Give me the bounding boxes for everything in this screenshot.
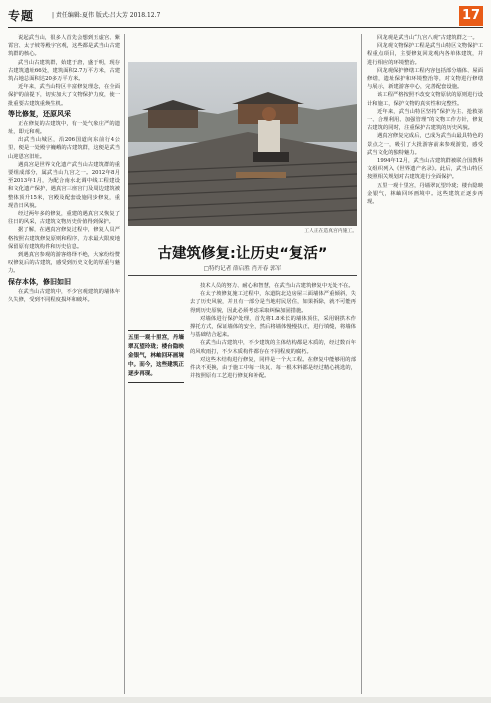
photo-caption: 工人正在造真宫内施工。 — [304, 229, 357, 234]
paragraph: 1994年12月，武当山古建筑群被联合国教科文组织列入《世界遗产名录》。此后，武当山特区按照相关规划对古建筑进行全面保护。 — [367, 158, 483, 181]
page-header — [0, 0, 491, 26]
paragraph: 在太子坡修复施工过程中，东道院北边房屋三面墙体严重倾斜，失去了历史风貌，并且有一部分是当地村民居住，如果拆除，就不可能再得到历史原貌，因此必须考虑采取纠偏加固措施。 — [190, 291, 356, 314]
paragraph: 近年来，武当山特区丰富修复理念，在全面保护的前提下，切实加大了文物保护力度，使一批重要古建筑重焕生机。 — [8, 84, 120, 107]
byline: □特约记者 薛启胜 肖开春 郭军 — [203, 266, 282, 272]
header-meta: | 责任编辑:夏伟 版式:吕大芳 2018.12.7 — [52, 12, 161, 19]
paragraph: 回龙观文物保护工程是武当山特区文物保护工程重点项目，主要修复回龙观内各单体建筑，并进行相应的环境整治。 — [367, 43, 483, 66]
right-column — [367, 34, 483, 694]
paragraph: 五里一观十里宫，丹墙翠瓦望玲珑；楼台隐映金银气，林岫回环画境中。这些建筑正逐步再现。 — [367, 182, 483, 206]
paragraph: 回龙观是武当山“九宫八观”古建筑群之一。 — [377, 35, 478, 41]
paragraph: 对墙体进行保护处理，首先将1.8米长的墙体顶住，采用钢拱木作撑托方式，保证墙体的安全，然后将墙体慢慢扶正，进行填缝，将墙体与基础结合起来。 — [190, 315, 356, 339]
paragraph: 经过两年多的修复，重建的遇真宫又恢复了往日的风采，古建筑文物历史价值得到保护。 — [8, 211, 120, 226]
headline-divider — [128, 275, 357, 276]
subheading: 保存本体，修旧如旧 — [8, 277, 71, 286]
paragraph: 到遇真宫参观的游客络绎不绝，大家纷纷赞叹修复后的古建筑，感受到历史文化的厚重与魅力。 — [8, 252, 120, 275]
paragraph: 在武当山古建筑中，不少建筑的主体结构都是木质的，经过数百年的风吹雨打，不少木质构件都存在不同程度的腐朽。 — [190, 340, 356, 355]
paragraph: 武当山古建筑群，始建于唐，盛于明，现存古建筑遗址66处，建筑面积2.7万平方米，古建筑占地总面积达20多万平方米。 — [8, 59, 120, 83]
paragraph: 遇真宫修复完成后，已成为武当山最具特色的景点之一，吸引了大批游客前来参观游览，感受武当文化的独特魅力。 — [367, 133, 483, 156]
column-divider — [124, 34, 125, 694]
paragraph: 说起武当山，很多人首先会想到玉虚宫、紫霄宫、太子坡等殿宇宫观，这些都是武当山古建筑群的核心。 — [8, 35, 120, 58]
worker-on-roof-image — [128, 62, 357, 226]
paragraph: 据了解，在遇真宫修复过程中，修复人员严格按照古建筑修复原则和程序，力求最大限度地保留原有建筑构件和历史信息。 — [8, 227, 120, 250]
paragraph: 出武当山城区，沿206国道向东前行4公里，便是一处殿宇巍峨的古建筑群，这便是武当山迎恩宫旧址。 — [8, 137, 120, 160]
pull-quote: 五里一观十里宫，丹墙翠瓦望玲珑；楼台隐映金银气，林岫回环画境中。而今，这些建筑正逐步再现。 — [128, 330, 184, 383]
paragraph: 对这些木结构进行修复，同样是一个大工程。在修复中能够用的部件决不更换，由于施工中每一块瓦、每一根木料都是经过精心挑选的，并按照原有工艺进行修复和补配。 — [190, 356, 356, 380]
construction-photo — [128, 62, 357, 226]
middle-column — [190, 282, 356, 694]
page-number: 17 — [459, 6, 483, 26]
page-footer — [0, 697, 491, 703]
paragraph: 正在修复的古建筑中，有一处气象庄严的遗址，即元和观。 — [8, 120, 120, 136]
header-rule — [8, 27, 483, 28]
subheading: 等比修复，还原风采 — [8, 109, 71, 118]
paragraph: 该工程严格按照不改变文物原状的原则进行设计和施工，保护文物的真实性和完整性。 — [367, 92, 483, 107]
paragraph: 近年来，武当山特区坚持“保护为主、抢救第一、合理利用、加强管理”的文物工作方针，修复古建筑的同时，注重保护古建筑的历史风貌。 — [367, 108, 483, 132]
column-divider — [361, 34, 362, 694]
paragraph: 在武当山古建筑中，不少宫观建筑的墙体年久失修，受到不同程度损坏和破坏。 — [8, 288, 120, 303]
paragraph: 遇真宫是世界文化遗产武当山古建筑群的重要组成部分，属武当山九宫之一。2012年8月至2013年1月，为配合南水北调中线工程建设和文化遗产保护，遇真宫三座宫门及周边建筑被整体顶升15米，宫殿及配套设施同步修复，重现昔日风貌。 — [8, 161, 120, 209]
left-column — [8, 34, 120, 694]
section-title: 专题 — [8, 9, 35, 23]
middle-left-column — [128, 282, 184, 326]
paragraph: 回龙观保护修缮工程内容包括部分墙体、屋面修缮，遗址保护和环境整治等，对文物进行修缮与展示，新建游客中心，完善配套设施。 — [367, 67, 483, 91]
paragraph: 技术人员的努力、耐心和智慧，在武当山古建筑修复中无处不在。 — [200, 283, 354, 289]
headline: 古建筑修复:让历史“复活” — [157, 246, 328, 262]
